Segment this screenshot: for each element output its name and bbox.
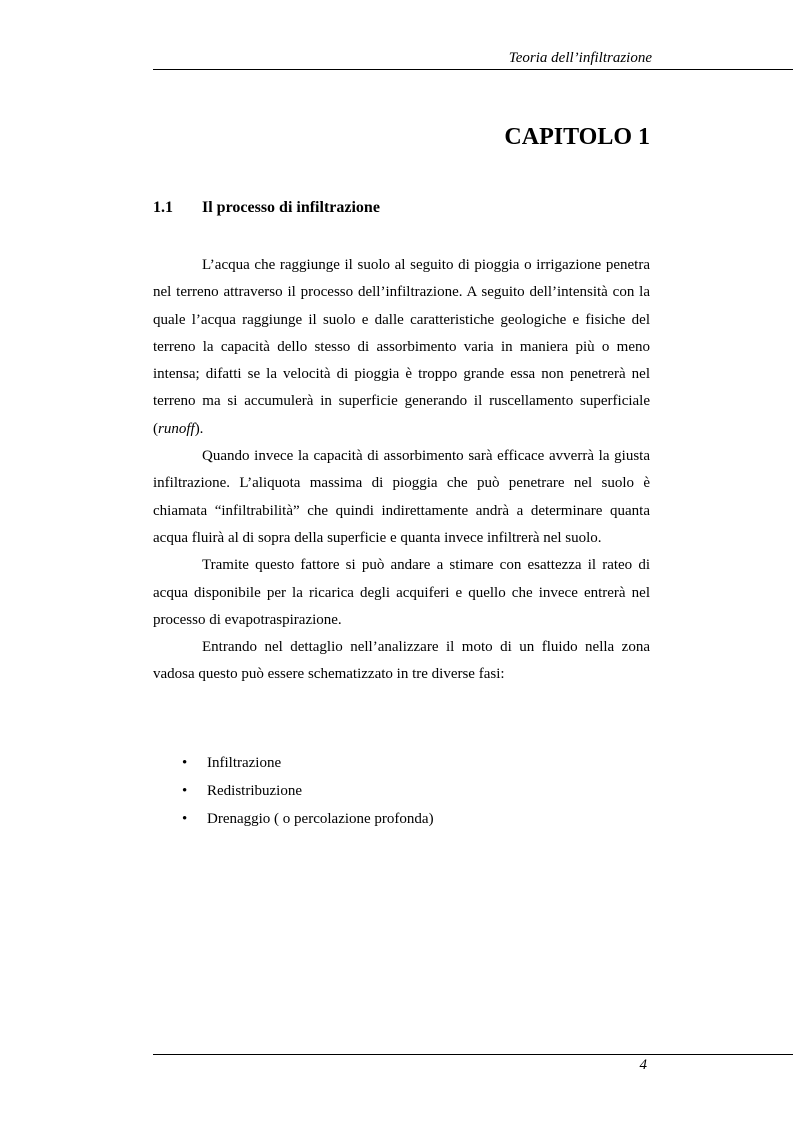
body-text — [153, 252, 650, 689]
running-header: Teoria dell’infiltrazione — [508, 50, 652, 66]
chapter-title: CAPITOLO 1 — [504, 124, 650, 150]
paragraph-1 — [153, 252, 650, 443]
paragraph-4: Entrando nel dettaglio nell’analizzare il moto di un fluido nella zona vadosa questo può essere schematizzato in tre diverse fasi: — [153, 639, 650, 683]
header-rule — [153, 69, 793, 70]
section-title: Il processo di infiltrazione — [202, 199, 380, 216]
bullet-icon: • — [182, 755, 188, 771]
list-item-text: Drenaggio ( o percolazione profonda) — [207, 811, 434, 827]
footer-rule — [153, 1054, 793, 1055]
bullet-icon: • — [182, 811, 188, 827]
phases-list — [153, 749, 650, 833]
runoff-term: runoff — [158, 420, 195, 437]
section-number: 1.1 — [153, 199, 173, 216]
list-item-text: Redistribuzione — [207, 783, 302, 799]
paragraph-1-text-after: ). — [194, 420, 204, 437]
section-heading — [153, 198, 650, 218]
paragraph-1-text-before: L’acqua che raggiunge il suolo al seguito di pioggia o irrigazione penetra nel terreno attraverso il processo dell’infiltrazione. A seguito dell’intensità con la quale l’acqua raggiunge il suolo e dalle caratteristiche geologiche e fisiche del terreno la capacità dello stesso di assorbimento varia in maniera più o meno intensa; difatti se la velocità di pioggia è troppo grande essa non penetrerà nel terreno ma si accumulerà in superficie generando il ruscellamento superficiale ( — [153, 257, 650, 437]
list-item-text: Infiltrazione — [207, 755, 282, 771]
paragraph-3: Tramite questo fattore si può andare a stimare con esattezza il rateo di acqua disponibile per la ricarica degli acquiferi e quello che invece entrerà nel processo di evapotraspirazione. — [153, 557, 650, 628]
paragraph-2: Quando invece la capacità di assorbimento sarà efficace avverrà la giusta infiltrazione. L’aliquota massima di pioggia che può penetrare nel suolo è chiamata “infiltrabilità” che quindi indirettamente andrà a determinare quanta acqua fluirà al di sopra della superficie e quanta invece infiltrerà nel suolo. — [153, 448, 650, 546]
list-item — [153, 777, 650, 805]
page-number: 4 — [639, 1057, 647, 1073]
list-item — [153, 805, 650, 833]
list-item — [153, 749, 650, 777]
bullet-icon: • — [182, 783, 188, 799]
